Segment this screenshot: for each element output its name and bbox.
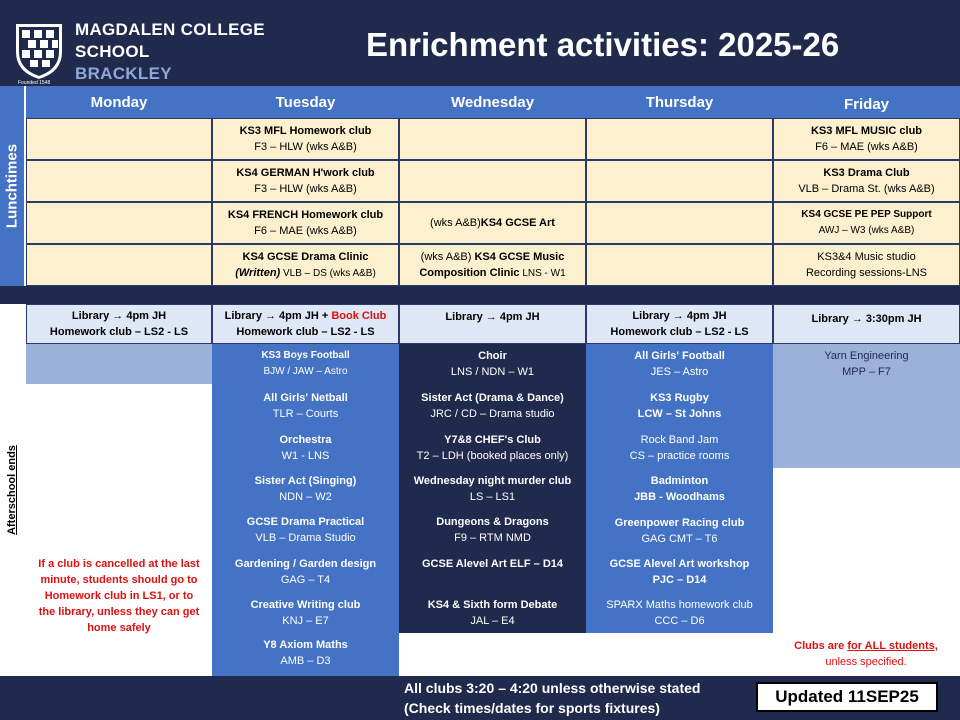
club-name: Greenpower Racing club bbox=[614, 517, 745, 529]
club-name: Dungeons & Dragons bbox=[436, 516, 549, 528]
lunch-r3-fri bbox=[773, 202, 960, 244]
club-detail-line bbox=[419, 265, 565, 282]
club-detail: JRC / CD – Drama studio bbox=[430, 408, 555, 420]
library-mon bbox=[26, 304, 212, 344]
club-wed-6 bbox=[399, 552, 586, 592]
club-name: KS4 GCSE PE PEP Support bbox=[801, 209, 932, 220]
club-name: GCSE Drama Practical bbox=[246, 516, 365, 528]
club-detail: GAG – T4 bbox=[280, 574, 331, 586]
clubs-note-part1: Clubs are bbox=[794, 640, 848, 652]
club-name: Gardening / Garden design bbox=[234, 558, 377, 570]
club-detail-line bbox=[235, 265, 376, 282]
day-header-wednesday: Wednesday bbox=[399, 86, 586, 118]
club-detail: JAL – E4 bbox=[470, 615, 515, 627]
homework-club: Homework club – LS2 - LS bbox=[610, 326, 749, 338]
lunch-r3-mon bbox=[26, 202, 212, 244]
club-name: KS3 MFL Homework club bbox=[239, 125, 372, 137]
afterschool-label bbox=[0, 304, 24, 676]
club-name-cont: Composition Clinic bbox=[419, 266, 520, 279]
club-wed-3 bbox=[399, 428, 586, 468]
college-name-line1: MAGDALEN COLLEGE bbox=[75, 20, 265, 39]
club-thu-6 bbox=[586, 552, 773, 592]
club-name: Rock Band Jam bbox=[640, 434, 719, 446]
club-fri-1 bbox=[773, 344, 960, 384]
lunch-r1-wed bbox=[399, 118, 586, 160]
club-tue-5 bbox=[212, 510, 399, 550]
club-name: Sister Act (Singing) bbox=[254, 475, 357, 487]
club-wed-2 bbox=[399, 386, 586, 426]
club-weeks: (wks A&B) bbox=[420, 250, 475, 263]
club-name: Wednesday night murder club bbox=[413, 475, 572, 487]
club-detail: KNJ – E7 bbox=[282, 615, 329, 627]
lunch-r4-wed bbox=[399, 244, 586, 286]
lunchtimes-label-text: Lunchtimes bbox=[3, 143, 21, 229]
lunchtimes-label bbox=[0, 86, 24, 286]
library-line bbox=[225, 308, 387, 324]
club-detail: CCC – D6 bbox=[654, 615, 705, 627]
club-name: KS4 & Sixth form Debate bbox=[427, 599, 558, 611]
college-name-line3: BRACKLEY bbox=[75, 64, 172, 83]
club-detail: AMB – D3 bbox=[280, 655, 331, 667]
club-detail: F6 – MAE (wks A&B) bbox=[254, 225, 357, 237]
club-detail: TLR – Courts bbox=[272, 408, 339, 420]
club-name: KS3 Rugby bbox=[650, 392, 709, 404]
club-name-line bbox=[421, 249, 565, 265]
library-time: Library → 4pm JH bbox=[445, 311, 540, 323]
lunch-r4-thu bbox=[586, 244, 773, 286]
club-name: Choir bbox=[478, 350, 507, 362]
library-time: Library → 4pm JH bbox=[71, 310, 167, 322]
lunch-r4-fri bbox=[773, 244, 960, 286]
club-name: GCSE Alevel Art ELF – D14 bbox=[421, 558, 563, 570]
club-name: Creative Writing club bbox=[250, 599, 361, 611]
lunch-r2-wed bbox=[399, 160, 586, 202]
college-crest-logo bbox=[14, 22, 64, 80]
library-tue bbox=[212, 304, 399, 344]
lunch-r3-thu bbox=[586, 202, 773, 244]
club-tue-2 bbox=[212, 386, 399, 426]
club-wed-7 bbox=[399, 593, 586, 633]
club-detail: JES – Astro bbox=[650, 366, 709, 378]
club-name: Badminton bbox=[650, 475, 709, 487]
section-separator bbox=[0, 286, 960, 304]
club-name: All Girls' Netball bbox=[263, 392, 348, 404]
club-detail: Recording sessions-LNS bbox=[805, 267, 928, 279]
club-detail: T2 – LDH (booked places only) bbox=[416, 450, 569, 462]
library-fri bbox=[773, 304, 960, 344]
homework-club: Homework club – LS2 - LS bbox=[236, 326, 375, 338]
club-detail: AWJ – W3 (wks A&B) bbox=[818, 225, 915, 236]
club-thu-5 bbox=[586, 511, 773, 551]
club-thu-4 bbox=[586, 469, 773, 509]
book-club: Book Club bbox=[331, 310, 387, 322]
lunch-r1-thu bbox=[586, 118, 773, 160]
afterschool-label-text: Afterschool ends bbox=[6, 445, 18, 535]
club-detail: F6 – MAE (wks A&B) bbox=[815, 141, 918, 153]
club-detail: VLB – Drama Studio bbox=[255, 532, 356, 544]
club-detail: VLB – Drama St. (wks A&B) bbox=[798, 183, 935, 195]
club-thu-1 bbox=[586, 344, 773, 384]
lunch-r1-mon bbox=[26, 118, 212, 160]
day-header-friday: Friday bbox=[773, 86, 960, 118]
lunch-r2-tue bbox=[212, 160, 399, 202]
club-thu-2 bbox=[586, 386, 773, 426]
club-detail: PJC – D14 bbox=[652, 574, 707, 586]
library-wed bbox=[399, 304, 586, 344]
club-detail: LNS - W1 bbox=[519, 267, 566, 279]
lunch-r2-fri bbox=[773, 160, 960, 202]
club-detail: NDN – W2 bbox=[279, 491, 332, 503]
library-thu bbox=[586, 304, 773, 344]
club-weeks: (wks A&B) bbox=[430, 217, 481, 229]
lunch-r1-tue bbox=[212, 118, 399, 160]
club-thu-7 bbox=[586, 593, 773, 633]
college-name-line2: SCHOOL bbox=[75, 42, 150, 61]
club-name: KS3 Boys Football bbox=[261, 350, 350, 361]
club-detail: VLB – DS (wks A&B) bbox=[280, 267, 376, 279]
club-name: KS3 MFL MUSIC club bbox=[810, 125, 923, 137]
footer-note bbox=[404, 678, 700, 718]
lunch-r4-mon bbox=[26, 244, 212, 286]
club-tue-4 bbox=[212, 469, 399, 509]
lunch-r2-thu bbox=[586, 160, 773, 202]
club-tue-7 bbox=[212, 593, 399, 633]
club-name: KS4 FRENCH Homework club bbox=[227, 209, 384, 221]
library-time: Library → 3:30pm JH bbox=[811, 313, 922, 325]
club-name: KS3&4 Music studio bbox=[817, 251, 916, 263]
club-wed-4 bbox=[399, 469, 586, 509]
clubs-for-all-note bbox=[786, 638, 946, 670]
club-detail: LCW – St Johns bbox=[637, 408, 722, 420]
day-header-thursday: Thursday bbox=[586, 86, 773, 118]
club-name: Orchestra bbox=[279, 434, 332, 446]
club-detail: GAG CMT – T6 bbox=[641, 533, 718, 545]
header-bar bbox=[0, 0, 960, 86]
club-name: All Girls' Football bbox=[634, 350, 725, 362]
clubs-note-part3: , bbox=[934, 640, 938, 652]
club-detail: W1 - LNS bbox=[281, 450, 330, 462]
monday-slot-empty bbox=[26, 344, 212, 384]
footer-line2: (Check times/dates for sports fixtures) bbox=[404, 700, 660, 716]
lunch-r4-tue bbox=[212, 244, 399, 286]
club-tue-6 bbox=[212, 552, 399, 592]
founded-text: Founded 1548 bbox=[18, 80, 51, 86]
club-detail: BJW / JAW – Astro bbox=[263, 366, 348, 377]
club-thu-3 bbox=[586, 428, 773, 468]
club-wed-1 bbox=[399, 344, 586, 384]
club-tue-8 bbox=[212, 633, 399, 673]
lunch-r1-fri bbox=[773, 118, 960, 160]
day-header-monday: Monday bbox=[26, 86, 212, 118]
page-title: Enrichment activities: 2025-26 bbox=[366, 26, 840, 63]
club-name: KS4 GCSE Drama Clinic bbox=[242, 250, 369, 263]
library-time: Library → 4pm JH + bbox=[224, 310, 332, 322]
club-detail: LNS / NDN – W1 bbox=[450, 366, 535, 378]
club-name: GCSE Alevel Art workshop bbox=[609, 558, 750, 570]
club-detail: CS – practice rooms bbox=[629, 450, 730, 462]
club-tue-1 bbox=[212, 344, 399, 384]
club-name: Yarn Engineering bbox=[824, 350, 909, 362]
clubs-note-part4: unless specified. bbox=[825, 656, 907, 668]
lunch-r3-tue bbox=[212, 202, 399, 244]
club-detail-italic: (Written) bbox=[235, 266, 281, 279]
club-wed-5 bbox=[399, 510, 586, 550]
club-name: Y7&8 CHEF's Club bbox=[444, 434, 541, 446]
club-detail: JBB - Woodhams bbox=[634, 491, 725, 503]
clubs-note-part2: for ALL students bbox=[847, 640, 935, 652]
cancellation-note: If a club is cancelled at the last minute, students should go to Homework club in LS1, or to the library, unless they can get home safely bbox=[38, 558, 200, 634]
club-detail: MPP – F7 bbox=[842, 366, 891, 378]
club-name: Y8 Axiom Maths bbox=[263, 639, 348, 651]
lunch-r3-wed bbox=[399, 202, 586, 244]
club-name: KS3 Drama Club bbox=[823, 167, 910, 179]
club-detail: F9 – RTM NMD bbox=[454, 532, 531, 544]
day-header-tuesday: Tuesday bbox=[212, 86, 399, 118]
updated-badge: Updated 11SEP25 bbox=[756, 682, 938, 712]
club-detail: F3 – HLW (wks A&B) bbox=[254, 183, 357, 195]
homework-club: Homework club – LS2 - LS bbox=[49, 326, 189, 338]
footer-line1: All clubs 3:20 – 4:20 unless otherwise stated bbox=[404, 680, 701, 696]
club-tue-3 bbox=[212, 428, 399, 468]
club-name: SPARX Maths homework club bbox=[606, 599, 753, 611]
lunch-r2-mon bbox=[26, 160, 212, 202]
club-name: KS4 GERMAN H'work club bbox=[236, 167, 375, 179]
library-time: Library → 4pm JH bbox=[632, 310, 727, 322]
club-detail: F3 – HLW (wks A&B) bbox=[254, 141, 357, 153]
club-name: KS4 GCSE Art bbox=[480, 217, 555, 229]
club-detail: LS – LS1 bbox=[469, 491, 516, 503]
club-name: Sister Act (Drama & Dance) bbox=[421, 392, 564, 404]
club-name: KS4 GCSE Music bbox=[474, 250, 565, 263]
